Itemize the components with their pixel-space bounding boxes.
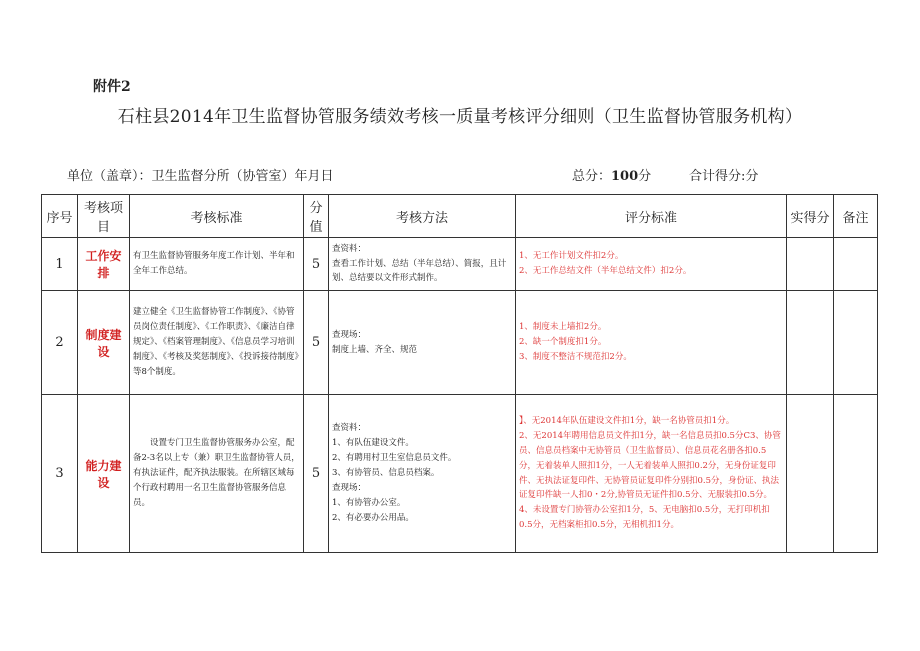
row-no: 3 [42, 395, 78, 553]
criteria-line: 3、制度不整洁不规范扣2分。 [519, 351, 632, 362]
total-value: 100 [611, 169, 639, 184]
row-no: 2 [42, 291, 78, 395]
row-actual[interactable] [787, 291, 834, 395]
col-header-score: 分值 [304, 195, 329, 238]
table-row [42, 238, 878, 291]
col-header-criteria: 评分标准 [516, 195, 787, 238]
method-line: 查现场： [332, 329, 367, 340]
col-header-standard: 考核标准 [130, 195, 304, 238]
row-no: 1 [42, 238, 78, 291]
row-item: 能力建设 [78, 395, 130, 553]
unit-line: 单位（盖章）：卫生监督分所（协管室）年月日 [67, 169, 334, 184]
row-score: 5 [304, 238, 329, 291]
criteria-line: 2、无2014年聘用信息员文件扣1分，缺一名信息员扣0.5分C3、协管员、信息员档案中无协管员（卫生监督员）、信息员花名册各扣0.5分，无着装单人照扣1分，一人无着装单人照扣0.2分，无身份证复印件、无执法证复印件、无协管员证复印件分别扣0.5分，身份证、执法证复印件缺一人扣0・2分,协管员无证件扣0.5分、无服装扣0.5分。 [519, 430, 781, 501]
col-header-actual: 实得分 [787, 195, 834, 238]
row-item: 制度建设 [78, 291, 130, 395]
table-row [42, 291, 878, 395]
criteria-line: 1、制度未上墙扣2分。 [519, 322, 607, 333]
total-unit: 分 [638, 169, 652, 184]
method-line: 制度上墙、齐全、规范 [332, 344, 418, 355]
row-criteria [516, 238, 787, 291]
criteria-line: 】、无2014年队伍建设文件扣1分，缺一名协管员扣1分。 [519, 416, 735, 426]
table-row [42, 395, 878, 553]
row-actual[interactable] [787, 395, 834, 553]
document-title: 石柱县2014年卫生监督协管服务绩效考核一质量考核评分细则（卫生监督协管服务机构） [117, 107, 803, 127]
row-method [329, 291, 516, 395]
row-standard: 有卫生监督协管服务年度工作计划、半年和全年工作总结。 [130, 238, 304, 291]
method-line: 查资料： [332, 243, 367, 254]
method-line: 3、有协管员、信息员档案。 [332, 468, 440, 479]
method-line: 查现场： [332, 482, 367, 493]
scoring-table [41, 194, 878, 553]
row-standard: 设置专门卫生监督协管服务办公室，配备2-3名以上专（兼）职卫生监督协管人员，有执法证件，配齐执法服装。在所辖区域每个行政村聘用一名卫生监督协管服务信息员。 [130, 395, 304, 553]
method-line: 1、有协管办公室。 [332, 497, 406, 508]
total-score [572, 165, 651, 184]
total-label: 总分： [572, 169, 612, 184]
row-criteria [516, 291, 787, 395]
method-line: 1、有队伍建设文件。 [332, 438, 414, 449]
method-line: 查看工作计划、总结（半年总结）、简报，且计划、总结要以文件形式制作。 [332, 258, 507, 284]
row-actual[interactable] [787, 238, 834, 291]
row-method [329, 395, 516, 553]
row-note[interactable] [834, 238, 878, 291]
criteria-line: 4、未设置专门协管办公室扣1分，5、无电脑扣0.5分，无打印机扣0.5分，无档案柜扣0.5分，无相机扣1分。 [519, 505, 770, 531]
col-header-method: 考核方法 [329, 195, 516, 238]
row-score: 5 [304, 291, 329, 395]
col-header-no: 序号 [42, 195, 78, 238]
method-line: 2、有聘用村卫生室信息员文件。 [332, 453, 457, 464]
row-method [329, 238, 516, 291]
method-line: 2、有必要办公用品。 [332, 512, 414, 523]
criteria-line: 1、无工作计划文件扣2分。 [519, 251, 624, 262]
method-line: 查资料： [332, 423, 367, 434]
row-criteria [516, 395, 787, 553]
row-note[interactable] [834, 291, 878, 395]
row-item: 工作安排 [78, 238, 130, 291]
row-standard: 建立健全《卫生监督协管工作制度》、《协管员岗位责任制度》、《工作职责》、《廉洁自律规定》、《档案管理制度》、《信息员学习培训制度》、《考核及奖惩制度》、《投诉接待制度》等8个制度。 [130, 291, 304, 395]
header-row [42, 195, 878, 238]
col-header-note: 备注 [834, 195, 878, 238]
attachment-label: 附件2 [93, 79, 131, 95]
row-score: 5 [304, 395, 329, 553]
criteria-line: 2、缺一个制度扣1分。 [519, 337, 607, 348]
row-note[interactable] [834, 395, 878, 553]
criteria-line: 2、无工作总结文件（半年总结文件）扣2分。 [519, 266, 692, 276]
score-got: 合计得分:分 [689, 169, 759, 184]
col-header-item: 考核项目 [78, 195, 130, 238]
